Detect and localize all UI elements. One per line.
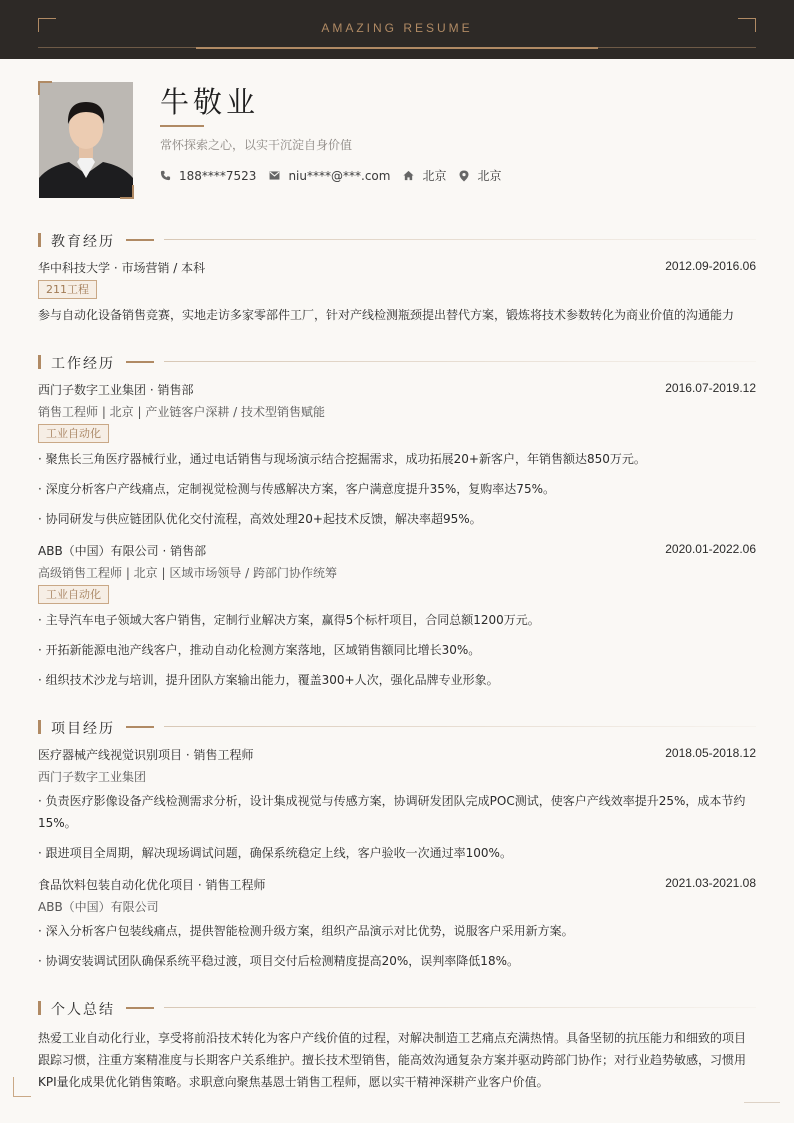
work-date: 2020.01-2022.06 <box>665 542 756 556</box>
project-org: ABB（中国）有限公司 <box>38 900 159 914</box>
brand-title: AMAZING RESUME <box>321 21 473 35</box>
work-bullet: · 主导汽车电子领域大客户销售，定制行业解决方案，赢得5个标杆项目，合同总额1200万元。 <box>38 613 540 627</box>
project-org: 西门子数字工业集团 <box>38 770 147 784</box>
section-title: 教育经历 <box>51 234 115 250</box>
location-city: 北京 <box>477 169 502 183</box>
education-description: 参与自动化设备销售竞赛，实地走访多家零部件工厂，针对产线检测瓶颈提出替代方案，锻炼将技术参数转化为商业价值的沟通能力 <box>38 308 735 322</box>
project-name: 医疗器械产线视觉识别项目 · 销售工程师 <box>38 748 254 762</box>
work-company: 西门子数字工业集团 · 销售部 <box>38 383 194 397</box>
project-bullet: · 协调安装调试团队确保系统平稳过渡，项目交付后检测精度提高20%，误判率降低18%。 <box>38 954 519 968</box>
work-bullet: · 协同研发与供应链团队优化交付流程，高效处理20+起技术反馈，解决率超95%。 <box>38 512 482 526</box>
education-date: 2012.09-2016.06 <box>665 259 756 273</box>
corner-ornament-bottom-left <box>13 1077 31 1097</box>
work-role: 高级销售工程师 | 北京 | 区域市场领导 / 跨部门协作统筹 <box>38 566 338 580</box>
contact-phone <box>160 169 256 183</box>
project-name: 食品饮料包装自动化优化项目 · 销售工程师 <box>38 878 266 892</box>
top-banner <box>0 0 794 59</box>
project-bullet: · 深入分析客户包装线痛点，提供智能检测升级方案，组织产品演示对比优势，说服客户采用新方案。 <box>38 924 574 938</box>
work-date: 2016.07-2019.12 <box>665 381 756 395</box>
phone-icon <box>160 170 171 181</box>
avatar <box>39 82 133 198</box>
contact-home <box>403 167 446 184</box>
project-date: 2018.05-2018.12 <box>665 746 756 760</box>
section-title: 项目经历 <box>51 721 115 737</box>
work-company: ABB（中国）有限公司 · 销售部 <box>38 544 207 558</box>
work-bullet: · 深度分析客户产线痛点，定制视觉检测与传感解决方案，客户满意度提升35%，复购率达75%。 <box>38 482 555 496</box>
work-role: 销售工程师 | 北京 | 产业链客户深耕 / 技术型销售赋能 <box>38 405 326 419</box>
section-title: 个人总结 <box>51 1002 115 1018</box>
project-bullet: · 负责医疗影像设备产线检测需求分析，设计集成视觉与传感方案，协调研发团队完成POC测试，使客户产线效率提升25%，成本节约 <box>38 794 746 808</box>
mail-icon <box>269 171 280 180</box>
project-bullet: · 跟进项目全周期，解决现场调试问题，确保系统稳定上线，客户验收一次通过率100%。 <box>38 846 512 860</box>
summary-line: KPI量化成果优化销售策略。求职意向聚焦基恩士销售工程师，愿以实干精神深耕产业客户价值。 <box>38 1075 549 1089</box>
work-bullet: · 组织技术沙龙与培训，提升团队方案输出能力，覆盖300+人次，强化品牌专业形象。 <box>38 673 499 687</box>
section-title: 工作经历 <box>51 356 115 372</box>
name-underline <box>160 125 204 127</box>
corner-ornament-bottom-right <box>744 1102 780 1103</box>
home-city: 北京 <box>422 169 447 183</box>
home-icon <box>403 170 414 181</box>
section-education-heading <box>38 232 756 248</box>
contact-location <box>459 167 501 184</box>
profile-photo <box>38 81 134 199</box>
work-tag: 工业自动化 <box>38 424 109 443</box>
phone-number: 188****7523 <box>179 168 257 183</box>
section-summary-heading <box>38 1000 756 1016</box>
candidate-motto: 常怀探索之心，以实干沉淀自身价值 <box>160 138 353 152</box>
summary-line: 热爱工业自动化行业，享受将前沿技术转化为客户产线价值的过程，对解决制造工艺痛点充满热情。具备坚韧的抗压能力和细致的项目 <box>38 1031 747 1045</box>
education-tag: 211工程 <box>38 280 97 299</box>
contact-info <box>160 167 514 184</box>
candidate-name: 牛敬业 <box>160 85 260 119</box>
education-school: 华中科技大学 · 市场营销 / 本科 <box>38 261 206 275</box>
project-date: 2021.03-2021.08 <box>665 876 756 890</box>
section-projects-heading <box>38 719 756 735</box>
email-address: niu****@***.com <box>288 168 391 183</box>
work-bullet: · 开拓新能源电池产线客户，推动自动化检测方案落地，区域销售额同比增长30%。 <box>38 643 481 657</box>
contact-email <box>269 169 390 183</box>
summary-line: 跟踪习惯，注重方案精准度与长期客户关系维护。擅长技术型销售，能高效沟通复杂方案并驱动跨部门协作；对行业趋势敏感，习惯用 <box>38 1053 747 1067</box>
banner-divider-accent <box>196 47 598 49</box>
location-pin-icon <box>459 170 469 182</box>
section-work-heading <box>38 354 756 370</box>
work-bullet: · 聚焦长三角医疗器械行业，通过电话销售与现场演示结合挖掘需求，成功拓展20+新客户，年销售额达850万元。 <box>38 452 646 466</box>
project-bullet-continued: 15%。 <box>38 816 77 830</box>
work-tag: 工业自动化 <box>38 585 109 604</box>
